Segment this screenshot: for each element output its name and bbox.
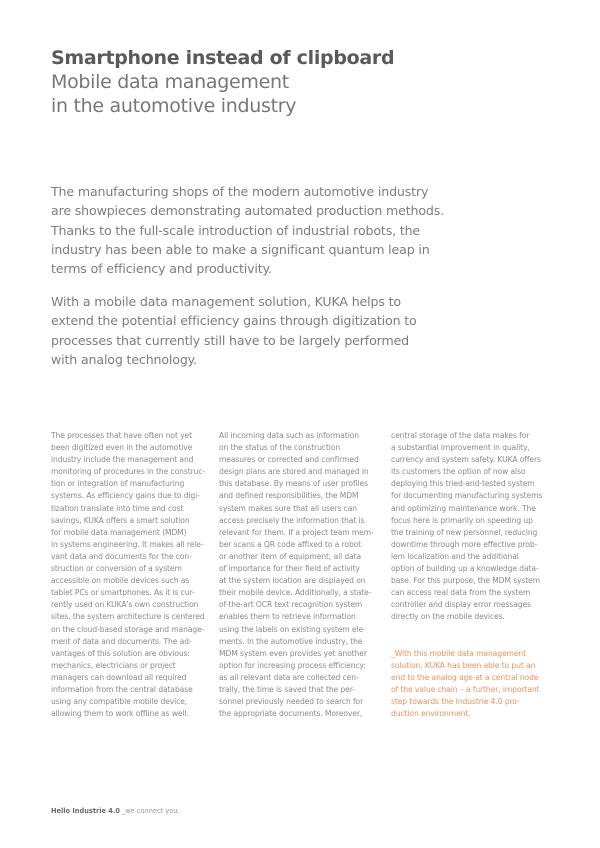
text-line: monitoring of procedures in the construc-	[51, 467, 206, 477]
text-line: for mobile data management (MDM)	[51, 527, 187, 537]
text-line: their mobile device. Additionally, a state-	[219, 588, 372, 598]
text-line: struction or conversion of a system	[51, 564, 182, 574]
text-line: currency and system safety. KUKA offers	[391, 455, 541, 465]
text-line: deploying this tried-and-tested system	[391, 479, 535, 489]
text-line: downtime through more effective prob-	[391, 539, 538, 549]
text-line: base. For this purpose, the MDM system	[391, 576, 541, 586]
text-line: measures or corrected and confirmed	[219, 455, 359, 465]
text-line: end to the analog age at a central node	[391, 672, 539, 682]
text-line: processes that currently still have to be largely performed	[51, 332, 410, 348]
text-line: lem localization and the additional	[391, 551, 519, 561]
text-line: industry include the management and	[51, 455, 194, 465]
intro-paragraph-2	[51, 292, 471, 369]
text-line: using any compatible mobile device,	[51, 697, 188, 707]
body-column-2	[219, 430, 389, 720]
text-line: duction environment.	[391, 708, 471, 718]
text-line: a substantial improvement in quality,	[391, 443, 530, 453]
text-line: in systems engineering. It makes all rele-	[51, 539, 204, 549]
text-line: focus here is primarily on speeding up	[391, 515, 533, 525]
text-line: at the system location are displayed on	[219, 576, 366, 586]
text-line: rently used on KUKA's own construction	[51, 600, 199, 610]
text-line: vant data and documents for the con-	[51, 551, 192, 561]
text-line: option for increasing process efficiency:	[219, 660, 366, 670]
text-line: the appropriate documents. Moreover,	[219, 709, 363, 719]
text-line: allowing them to work offline as well.	[51, 709, 189, 719]
page-subtitle-line-2: in the automotive industry	[51, 95, 297, 117]
text-line: extend the potential efficiency gains through digitization to	[51, 313, 417, 329]
text-line: terms of efficiency and productivity.	[51, 261, 272, 277]
text-line: access precisely the information that is	[219, 515, 365, 525]
text-line: sites, the system architecture is centered	[51, 612, 205, 622]
text-line: trally, the time is saved that the per-	[219, 684, 355, 694]
title-block	[51, 46, 394, 118]
body-column-1	[51, 430, 221, 720]
intro-paragraph-1	[51, 182, 471, 278]
text-line: as all relevant data are collected cen-	[219, 672, 359, 682]
text-line: are showpieces demonstrating automated production methods.	[51, 203, 445, 219]
text-line: using the labels on existing system ele-	[219, 624, 366, 634]
text-line: and defined responsibilities, the MDM	[219, 491, 359, 501]
body-column-3	[391, 430, 561, 720]
text-line: for documenting manufacturing systems	[391, 491, 543, 501]
text-line: step towards the Industrie 4.0 pro-	[391, 696, 520, 706]
text-line: The manufacturing shops of the modern automotive industry	[51, 184, 429, 199]
text-line: industry has been able to make a significant quantum leap in	[51, 241, 430, 257]
text-line: on the status of the construction	[219, 443, 341, 453]
text-line: relevant for them. If a project team mem-	[219, 527, 374, 537]
text-line: been digitized even in the automotive	[51, 443, 193, 453]
footer	[51, 807, 179, 815]
text-line: option of building up a knowledge data-	[391, 564, 539, 574]
text-line: managers can download all required	[51, 672, 187, 682]
body-column-3-text	[391, 430, 561, 624]
text-line: or another item of equipment, all data	[219, 551, 362, 561]
text-line: The processes that have often not yet	[51, 431, 192, 440]
text-line: _With this mobile data management	[391, 648, 526, 658]
footer-tagline: _we connect you.	[119, 807, 180, 815]
text-line: tization translate into time and cost	[51, 503, 184, 513]
text-line: controller and display error messages	[391, 600, 531, 610]
text-line: directly on the mobile devices.	[391, 612, 505, 622]
text-line: vantages of this solution are obvious:	[51, 648, 190, 658]
text-line: accessible on mobile devices such as	[51, 576, 190, 586]
text-line: systems. As efficiency gains due to digi-	[51, 491, 200, 501]
text-line: mechanics, electricians or project	[51, 660, 176, 670]
text-line: central storage of the data makes for	[391, 431, 530, 440]
text-line: and optimizing maintenance work. The	[391, 503, 536, 513]
footer-brand: Hello Industrie 4.0	[51, 807, 120, 815]
text-line: with analog technology.	[51, 351, 198, 367]
text-line: the training of new personnel, reducing	[391, 527, 538, 537]
text-line: of-the-art OCR text recognition system	[219, 600, 363, 610]
text-line: Thanks to the full-scale introduction of industrial robots, the	[51, 222, 421, 238]
text-line: enables them to retrieve information	[219, 612, 356, 622]
page-subtitle-line-1: Mobile data management	[51, 71, 289, 93]
text-line: ments. In the automotive industry, the	[219, 636, 363, 646]
text-line: information from the central database	[51, 684, 193, 694]
pull-quote	[391, 648, 561, 721]
text-line: of importance for their field of activity	[219, 564, 360, 574]
text-line: of the value chain – a further, important	[391, 684, 540, 694]
text-line: solution, KUKA has been able to put an	[391, 660, 536, 670]
text-line: tion or integration of manufacturing	[51, 479, 185, 489]
text-line: ment of data and documents. The ad-	[51, 636, 192, 646]
text-line: savings, KUKA offers a smart solution	[51, 515, 190, 525]
text-line: its customers the option of now also	[391, 467, 526, 477]
page-title: Smartphone instead of clipboard	[51, 47, 395, 69]
text-line: ber scans a QR code affixed to a robot	[219, 539, 362, 549]
text-line: design plans are stored and managed in	[219, 467, 369, 477]
text-line: can access real data from the system	[391, 588, 531, 598]
text-line: tablet PCs or smartphones. As it is cur-	[51, 588, 195, 598]
text-line: With a mobile data management solution, KUKA helps to	[51, 294, 401, 309]
text-line: sonnel previously needed to search for	[219, 697, 364, 707]
text-line: MDM system even provides yet another	[219, 648, 367, 658]
text-line: this database. By means of user profiles	[219, 479, 368, 489]
text-line: All incoming data such as information	[219, 431, 359, 440]
text-line: on the cloud-based storage and manage-	[51, 624, 205, 634]
text-line: system makes sure that all users can	[219, 503, 357, 513]
